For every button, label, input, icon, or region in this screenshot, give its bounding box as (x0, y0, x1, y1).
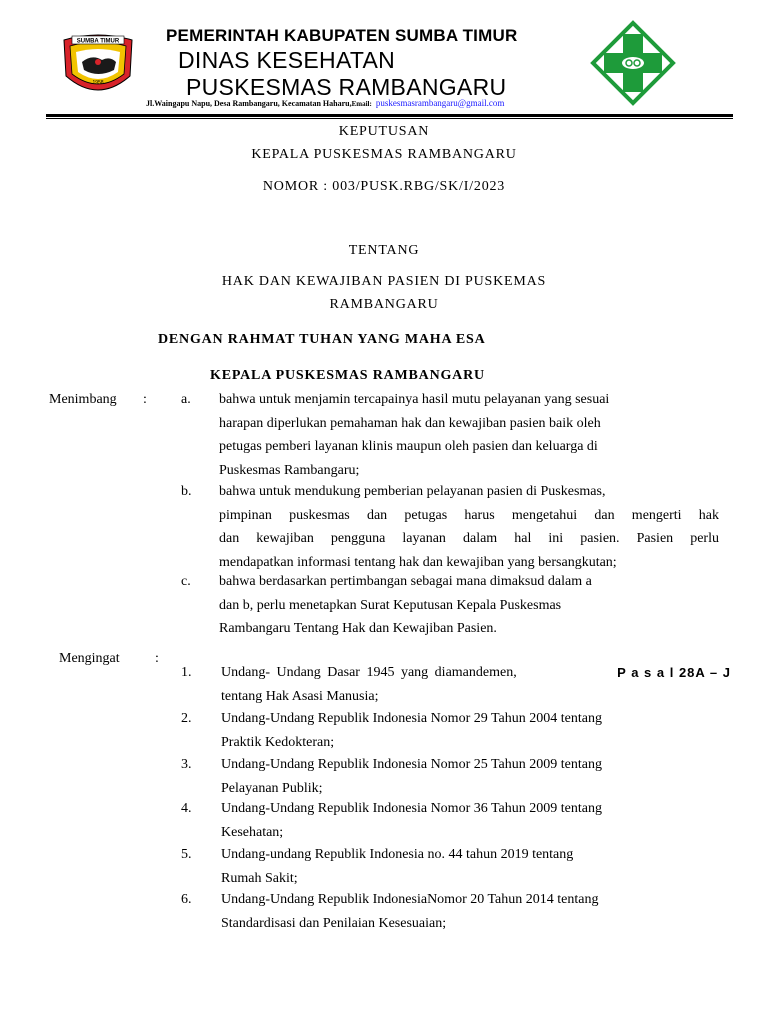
doc-number: NOMOR : 003/PUSK.RBG/SK/I/2023 (262, 179, 506, 194)
menimbang-mark-a: a. (181, 392, 191, 407)
mengingat-item-1 (221, 661, 731, 708)
tentang-heading: TENTANG (348, 243, 420, 258)
address-text: Jl.Waingapu Napu, Desa Rambangaru, Kecamatan Haharu, (146, 99, 352, 108)
line-part: Undang- Undang Dasar 1945 yang diamandemen, (221, 665, 517, 680)
menimbang-label: Menimbang (49, 392, 117, 407)
email-label: Email: (351, 100, 372, 108)
line: Kesehatan; (221, 824, 284, 840)
line: Standardisasi dan Penilaian Kesesuaian; (221, 915, 447, 931)
line: dan kewajiban pengguna layanan dalam hal ini pasien. Pasien perlu (219, 531, 719, 546)
line: bahwa untuk mendukung pemberian pelayanan pasien di Puskesmas, (219, 484, 606, 499)
line: mendapatkan informasi tentang hak dan kewajiban yang bersangkutan; (219, 554, 617, 570)
line: Praktik Kedokteran; (221, 734, 335, 750)
menimbang-mark-b: b. (181, 484, 192, 499)
rahmat-line: DENGAN RAHMAT TUHAN YANG MAHA ESA (158, 332, 486, 347)
mengingat-mark-3: 3. (181, 757, 192, 772)
header-rule-thick (46, 114, 733, 117)
mengingat-mark-4: 4. (181, 801, 192, 816)
mengingat-mark-6: 6. (181, 892, 192, 907)
kepala-line: KEPALA PUSKESMAS RAMBANGARU (210, 368, 485, 383)
mengingat-mark-5: 5. (181, 847, 192, 862)
mengingat-label: Mengingat (59, 651, 120, 666)
mengingat-mark-2: 2. (181, 711, 192, 726)
line: Undang-Undang Republik Indonesia Nomor 36 Tahun 2009 tentang (221, 801, 602, 816)
emblem-year: 1958 (92, 80, 104, 86)
mengingat-mark-1: 1. (181, 665, 192, 680)
header-rule-thin (46, 118, 733, 119)
doc-title-sub: KEPALA PUSKESMAS RAMBANGARU (251, 147, 517, 162)
line: Undang-Undang Republik Indonesia Nomor 29 Tahun 2004 tentang (221, 711, 602, 726)
line: dan b, perlu menetapkan Surat Keputusan Kepala Puskesmas (219, 597, 562, 613)
puskesmas-heading: PUSKESMAS RAMBANGARU (186, 74, 507, 100)
mengingat-item-3 (221, 753, 731, 800)
mengingat-item-4 (221, 797, 731, 844)
line: harapan diperlukan pemahaman hak dan kewajiban pasien baik oleh (219, 415, 601, 431)
puskesmas-cross-logo (590, 20, 676, 106)
mengingat-item-2 (221, 707, 731, 754)
line: Undang-undang Republik Indonesia no. 44 tahun 2019 tentang (221, 847, 574, 862)
line: pimpinan puskesmas dan petugas harus mengetahui dan mengerti hak (219, 507, 719, 523)
mengingat-item-5 (221, 843, 731, 890)
menimbang-item-a (219, 388, 719, 482)
line: tentang Hak Asasi Manusia; (221, 688, 379, 704)
line: Pelayanan Publik; (221, 780, 323, 796)
line (221, 661, 731, 685)
mengingat-item-6 (221, 888, 731, 935)
line: Puskesmas Rambangaru; (219, 462, 360, 478)
line: bahwa berdasarkan pertimbangan sebagai mana dimaksud dalam a (219, 574, 592, 589)
subject-line-2: RAMBANGARU (329, 297, 439, 312)
line: Rambangaru Tentang Hak dan Kewajiban Pasien. (219, 621, 497, 636)
menimbang-item-b (219, 480, 719, 574)
line: Undang-Undang Republik Indonesia Nomor 25 Tahun 2009 tentang (221, 757, 602, 772)
mengingat-colon: : (155, 651, 159, 666)
line: bahwa untuk menjamin tercapainya hasil mutu pelayanan yang sesuai (219, 392, 610, 407)
address-line (146, 98, 504, 108)
agency-heading: DINAS KESEHATAN (178, 47, 396, 73)
emblem-top-text: SUMBA TIMUR (76, 38, 120, 45)
doc-title: KEPUTUSAN (338, 124, 430, 139)
email-link[interactable]: puskesmasrambangaru@gmail.com (375, 98, 505, 108)
pasal-text: P a s a l 28A – J (617, 665, 731, 680)
menimbang-item-c (219, 570, 719, 641)
menimbang-colon: : (143, 392, 147, 407)
line: Rumah Sakit; (221, 870, 298, 886)
menimbang-mark-c: c. (181, 574, 191, 589)
government-heading: PEMERINTAH KABUPATEN SUMBA TIMUR (166, 26, 518, 45)
line: Undang-Undang Republik IndonesiaNomor 20 Tahun 2014 tentang (221, 892, 599, 907)
subject-line-1: HAK DAN KEWAJIBAN PASIEN DI PUSKEMAS (221, 274, 547, 289)
sumba-timur-emblem-logo (58, 32, 138, 102)
line: petugas pemberi layanan klinis maupun oleh pasien dan keluarga di (219, 439, 598, 454)
